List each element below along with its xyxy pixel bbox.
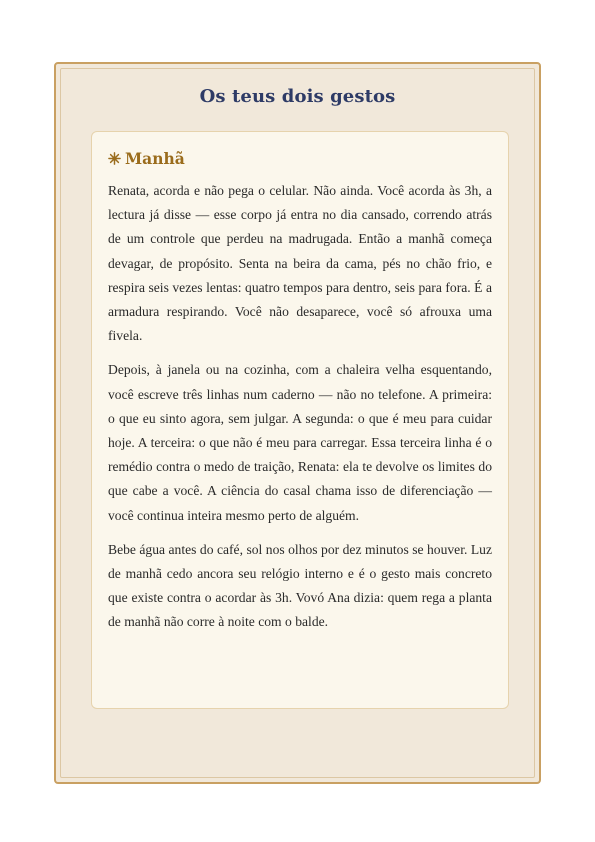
paragraph-2: Depois, à janela ou na cozinha, com a chaleira velha esquentando, você escreve três linhas num caderno — não no telefone. A primeira: o que eu sinto agora, sem julgar. A segunda: o que é meu para cuidar hoje. A terceira: o que não é meu para carregar. Essa terceira linha é o remédio contra o medo de traição, Renata: ela te devolve os limites do que cabe a você. A ciência do casal chama isso de diferenciação — você continua inteira mesmo perto de alguém. <box>108 362 492 523</box>
paragraph-1: Renata, acorda e não pega o celular. Não ainda. Você acorda às 3h, a lectura já disse — esse corpo já entra no dia cansado, correndo atrás de um controle que perdeu na madrugada. Então a manhã começa devagar, de propósito. Senta na beira da cama, pés no chão frio, e respira seis vezes lentas: quatro tempos para dentro, seis para fora. É a armadura respirando. Você não desaparece, você só afrouxa uma fivela. <box>108 183 492 344</box>
paragraph-3: Bebe água antes do café, sol nos olhos por dez minutos se houver. Luz de manhã cedo ancora seu relógio interno e é o gesto mais concreto que existe contra o acordar às 3h. Vovó Ana dizia: quem rega a planta de manhã não corre à noite com o balde. <box>108 541 492 630</box>
morning-card <box>91 131 509 709</box>
section-heading <box>108 147 492 169</box>
sun-icon <box>108 152 121 165</box>
page-frame <box>54 62 541 784</box>
section-heading-label: Manhã <box>125 148 185 168</box>
page-title: Os teus dois gestos <box>199 86 396 107</box>
